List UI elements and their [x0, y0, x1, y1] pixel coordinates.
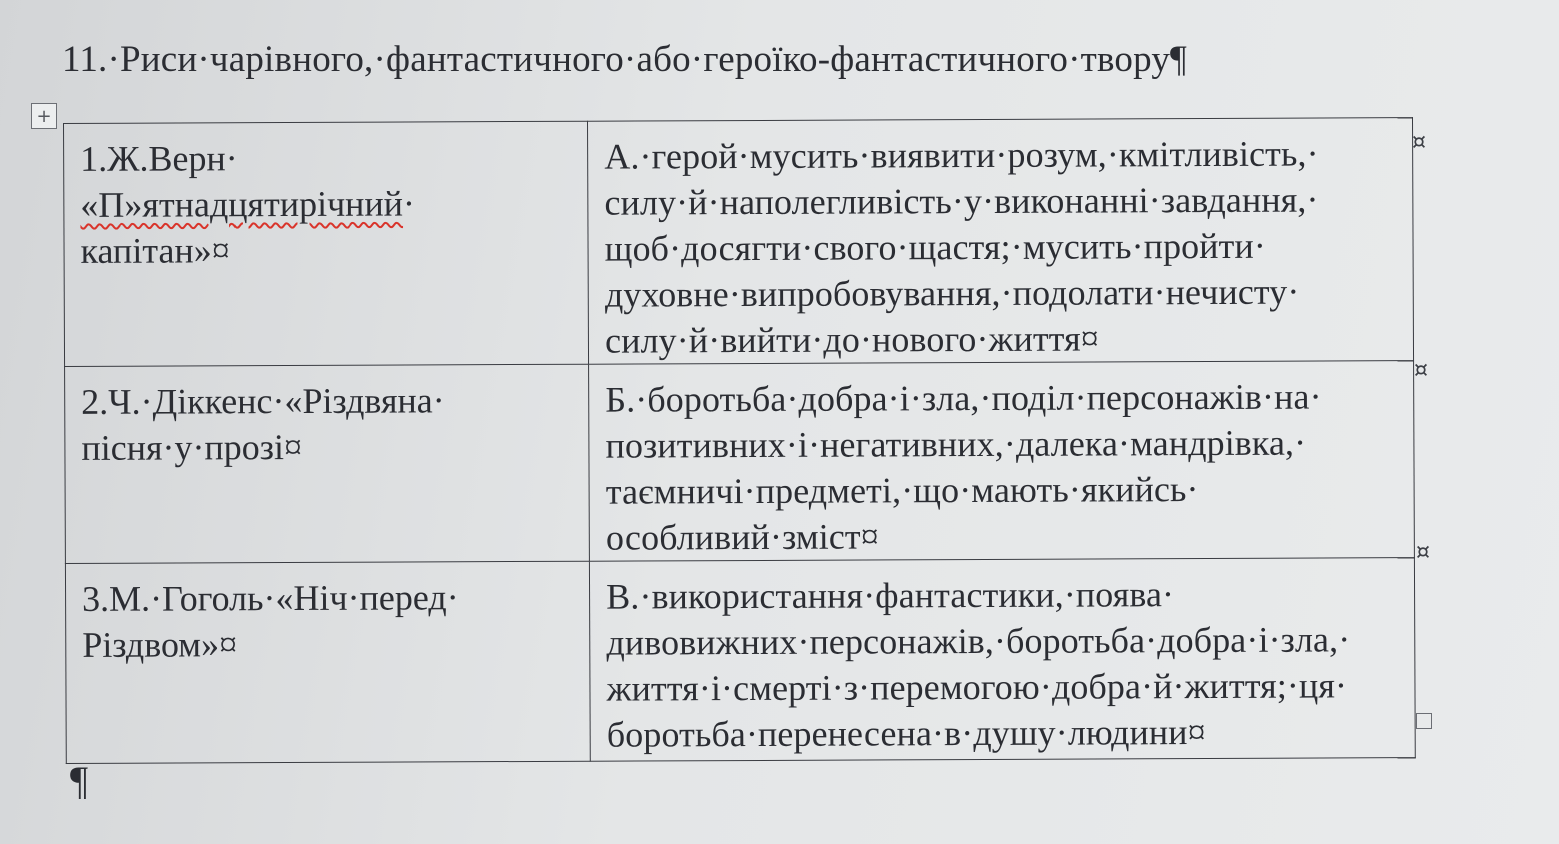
table-cell-features[interactable]	[589, 361, 1415, 562]
table-cell-work[interactable]	[65, 561, 590, 763]
end-of-row-mark: ¤	[1416, 540, 1430, 565]
cell-text: · капітан»¤	[80, 183, 416, 271]
table-row	[64, 118, 1414, 367]
comparison-table	[63, 117, 1416, 764]
table-cell-work[interactable]	[64, 121, 589, 366]
table-cell-features[interactable]	[590, 558, 1416, 762]
table-resize-handle-icon[interactable]	[1416, 713, 1432, 729]
table-cell-work[interactable]	[65, 364, 590, 563]
cell-text: А.·герой·мусить·виявити·розум,·кмітливість,· силу·й·наполегливість·у·виконанні·завдання,· щоб·досягти·свого·щастя;·мусить·пройти· духовне·випробовування,·подолати·нечисту· силу·й·вийти·до·нового·життя¤	[604, 133, 1319, 361]
cell-text: Б.·боротьба·добра·і·зла,·поділ·персонажів·на· позитивних·і·негативних,·далека·мандрівка,· таємничі·предметі,·що·мають·якийсь· особливий·зміст¤	[605, 376, 1322, 558]
paragraph-mark: ¶	[70, 758, 89, 803]
cell-text: 1.Ж.Верн·	[80, 138, 238, 179]
table-move-handle-icon[interactable]: +	[31, 103, 57, 129]
section-heading: 11.·Риси·чарівного,·фантастичного·або·героїко-фантастичного·твору¶	[62, 39, 1188, 80]
spellcheck-flagged-word[interactable]: «П»ятнадцятирічний	[80, 183, 404, 225]
cell-text: 2.Ч.·Діккенс·«Різдвяна· пісня·у·прозі¤	[81, 380, 445, 468]
cell-text: 3.М.·Гоголь·«Ніч·перед· Різдвом»¤	[81, 577, 459, 665]
table-row	[65, 361, 1415, 564]
end-of-row-mark: ¤	[1412, 130, 1426, 155]
cell-text: В.·використання·фантастики,·поява· дивовижних·персонажів,·боротьба·добра·і·зла,· життя·і·смерті·з·перемогою·добра·й·життя;·ця· боротьба·перенесена·в·душу·людини¤	[606, 574, 1351, 755]
table-cell-features[interactable]	[588, 118, 1414, 365]
end-of-row-mark: ¤	[1414, 358, 1428, 383]
table-row	[65, 558, 1415, 764]
